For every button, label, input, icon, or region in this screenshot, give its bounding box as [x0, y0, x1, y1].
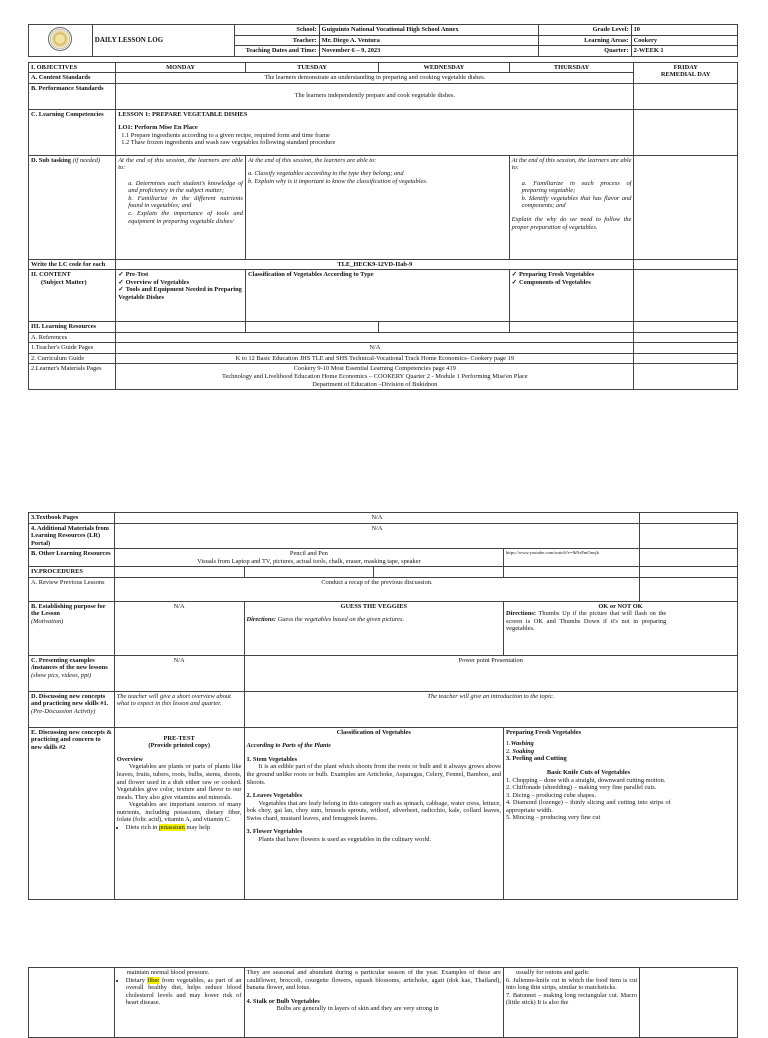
- competencies-cell: LESSON 1: PREPARE VEGETABLE DISHES LO1: Perform Mise En Place 1.1 Prepare ingredients according to a given recipe, required form and time frame 1.2 Thaw frozen ingredients and wash raw vegetables following standard procedure: [116, 109, 634, 155]
- content-tuesday: Classification of Vegetables According to Type: [245, 270, 509, 322]
- presenting-monday: N/A: [114, 655, 244, 691]
- resources-procedures-table: [28, 512, 738, 900]
- check-icon: ✓: [511, 271, 518, 279]
- content-monday: ✓ Pre-Test ✓ Overview of Vegetables ✓ Tools and Equipment Needed in Preparing Vegetable Dishes: [116, 270, 246, 322]
- discussing-2-label: E. Discussing new concepts & practicing and concern to new skills #2: [29, 727, 115, 899]
- objectives-heading: I. OBJECTIVES: [29, 62, 116, 73]
- dates-value: November 6 – 9, 2023: [319, 46, 539, 57]
- competencies-label: C. Learning Competencies: [29, 109, 116, 155]
- day-monday: MONDAY: [116, 62, 246, 73]
- subtask-tuesday: At the end of this session, the learners are able to: a. Classify vegetables according to the type they belong; and b. Explain why is it important to know the classification of vegetables.: [245, 155, 509, 259]
- learners-materials-value: Cookery 9-10 Most Essential Learning Competencies page 419 Technology and Livelihood Education Home Economics – COOKERY Quarter 2 - Module 1 Performing Mise'en Place Department of Education –Division of Bukidnon: [116, 364, 634, 390]
- textbook-label: 3.Textbook Pages: [29, 513, 115, 524]
- video-link[interactable]: https://www.youtube.com/watch?v=lkNsPmOnxjk: [503, 549, 639, 567]
- discussing-2-thursday: Preparing Fresh Vegetables 1.Washing 2. Soaking 3. Peeling and Cutting Basic Knife Cuts of Vegetables 1. Chopping – done with a straight, downward cutting motion. 2. Chiffonade (shredding) – making very fine parallel cuts. 3. Dicing – producing cube shapes. 4. Diamond (lozenge) – thinly slicing and cutting into strips of appropriate width. 5. Mincing – producing very fine cut: [503, 727, 737, 899]
- lesson-log-page-2: [28, 512, 738, 900]
- area-label: Learning Areas:: [539, 35, 631, 46]
- lc-code-label: Write the LC code for each: [29, 259, 116, 270]
- review-label: A. Review Previous Lessons: [29, 577, 115, 601]
- check-icon: ✓: [118, 286, 124, 294]
- purpose-monday: N/A: [114, 601, 244, 655]
- references-label: A. References: [29, 332, 116, 343]
- dates-label: Teaching Dates and Time:: [234, 46, 319, 57]
- check-icon: ✓: [511, 278, 518, 286]
- continuation-monday: maintain normal blood pressure. • Dietary fiber from vegetables, as part of an overall healthy diet, helps reduce blood cholesterol levels and may lower risk of heart disease.: [114, 968, 244, 1038]
- presenting-label: C. Presenting examples /instances of the new lessons (show pics, videos, ppt): [29, 655, 115, 691]
- day-wednesday: WEDNESDAY: [379, 62, 509, 73]
- textbook-value: N/A: [114, 513, 639, 524]
- curriculum-guide-value: K to 12 Basic Education JHS TLE and SHS Technical-Vocational Track Home Economics- Cookery page 19: [116, 353, 634, 364]
- purpose-tuesday: GUESS THE VEGGIES Directions: Guess the vegetables based on the given pictures.: [244, 601, 503, 655]
- lesson-log-page-1: [28, 24, 738, 390]
- teachers-guide-label: 1.Teacher's Guide Pages: [29, 343, 116, 354]
- teacher-label: Teacher:: [234, 35, 319, 46]
- school-value: Guiguinto National Vocational High School Annex: [319, 25, 539, 36]
- subtask-thursday: At the end of this session, the learners are able to: a. Familiarize in each process of preparing vegetable; b. Identify vegetables that has flavor and components; and Explain the why do we need to follow the proper preparation of vegetables.: [509, 155, 634, 259]
- discussing-1-value: The teacher will give an introduction to the topic.: [244, 691, 737, 727]
- other-resources-label: B. Other Learning Resources: [29, 549, 115, 567]
- content-label: II. CONTENT (Subject Matter): [29, 270, 116, 322]
- day-friday: FRIDAY REMEDIAL DAY: [634, 62, 738, 83]
- deped-seal: [29, 25, 93, 57]
- presenting-value: Power point Presentation: [244, 655, 737, 691]
- objectives-table: [28, 62, 738, 390]
- lesson-log-page-3: [28, 967, 738, 1038]
- lc-code-value: TLE_HECK9-12VD-IIab-9: [116, 259, 634, 270]
- teachers-guide-value: N/A: [116, 343, 634, 354]
- curriculum-guide-label: 2. Curriculum Guide: [29, 353, 116, 364]
- discussing-1-label: D. Discussing new concepts and practicing new skills #1. (Pre-Discussion Activity): [29, 691, 115, 727]
- performance-standards-text: The learners independently prepare and cook vegetable dishes.: [116, 83, 634, 109]
- purpose-label: B. Establishing purpose for the Lesson (Motivation): [29, 601, 115, 655]
- review-value: Conduct a recap of the previous discussion.: [114, 577, 639, 601]
- check-icon: ✓: [118, 278, 124, 286]
- teacher-value: Mr. Diego A. Ventura: [319, 35, 539, 46]
- resources-label: III. Learning Resources: [29, 322, 116, 333]
- learners-materials-label: 2.Learner's Materials Pages: [29, 364, 116, 390]
- grade-value: 10: [631, 25, 737, 36]
- subtask-monday: At the end of this session, the learners are able to: a. Determines each student's knowledge of and proficiency in the subject matter; b. Familiarize in the different nutrients found in vegetables; and c. Explain the importance of tools and equipment in preparing vegetable dishes/: [116, 155, 246, 259]
- grade-label: Grade Level:: [539, 25, 631, 36]
- day-tuesday: TUESDAY: [245, 62, 378, 73]
- subtask-label: D. Sub tasking (if needed): [29, 155, 116, 259]
- continuation-tuesday: They are seasonal and abundant during a particular season of the year. Examples of these are cauliflower, broccoli, courgette flowers, squash blossoms, artichoke, agati (dok kae, Thailand), banana flower, and lotus. 4. Stalk or Bulb Vegetables Bulbs are generally in layers of skin and they are very strong in: [244, 968, 504, 1038]
- seal-logo-icon: [48, 27, 72, 51]
- additional-materials-label: 4. Additional Materials from Learning Resources (LR) Portal): [29, 523, 115, 549]
- procedures-heading: IV.PROCEDURES: [29, 567, 115, 578]
- continuation-table: [28, 967, 738, 1038]
- school-label: School:: [234, 25, 319, 36]
- area-value: Cookery: [631, 35, 737, 46]
- quarter-value: 2-WEEK 1: [631, 46, 737, 57]
- content-standards-label: A. Content Standards: [29, 73, 116, 84]
- performance-standards-label: B. Performance Standards: [29, 83, 116, 109]
- continuation-thursday: usually for onions and garlic 6. Julienne-knife cut in which the food item is cut into long thin strips, similar to matchsticks. 7. Batonnet – making long rectangular cut. Macro (little stick) It is also the: [504, 968, 640, 1038]
- discussing-2-monday: PRE-TEST (Provide printed copy) Overview Vegetables are plants or parts of plants like leaves, fruits, tubers, roots, bulbs, stems, shoots, and flower used in a dish either raw or cooked. Vegetables give color, texture and flavor to our meals. They also give vitamins and minerals. Vegetables are important sources of many nutrients, including potassium, dietary fiber, folate (folic acid), vitamin A, and vitamin C. • Diets rich in potassium may help: [114, 727, 244, 899]
- log-title: DAILY LESSON LOG: [92, 25, 234, 57]
- content-standards-text: The learners demonstrate an understanding in preparing and cooking vegetable dishes.: [116, 73, 634, 84]
- quarter-label: Quarter:: [539, 46, 631, 57]
- additional-materials-value: N/A: [114, 523, 639, 549]
- purpose-thursday: OK or NOT OK Directions: Thumbs Up if the picture that will flash on the screen is OK and Thumbs Down if it's not in preparing vegetables.: [503, 601, 737, 655]
- check-icon: ✓: [118, 271, 124, 279]
- content-thursday: ✓ Preparing Fresh Vegetables ✓ Components of Vegetables: [509, 270, 634, 322]
- other-resources-value: Pencil and Pen Visuals from Laptop and TV, pictures, actual tools, chalk, eraser, masking tape, speaker: [114, 549, 503, 567]
- discussing-2-tuesday: Classification of Vegetables According to Parts of the Plants 1. Stem Vegetables It is an edible part of the plant which shoots from the roots or bulb and it always grows above the ground unlike roots or bulb. Examples are Artichoke, Asparagus, Celery, Fennel, Bamboo, and Shoots. 2. Leaves Vegetables Vegetables that are leafy belong in this category such as spinach, cabbage, water cress, lettuce, bok choy, gai lan, choy sum, brussels sprouts, witloof, silverbeet, radicchio, kale, collard leaves, Swiss chard, mustard leaves, and fenugreek leaves. 3. Flower Vegetables Plants that have flowers is used as vegetables in the culinary world.: [244, 727, 503, 899]
- day-thursday: THURSDAY: [509, 62, 634, 73]
- header-table: [28, 24, 738, 57]
- discussing-1-monday: The teacher will give a short overview about what to expect in this lesson and quarter.: [114, 691, 244, 727]
